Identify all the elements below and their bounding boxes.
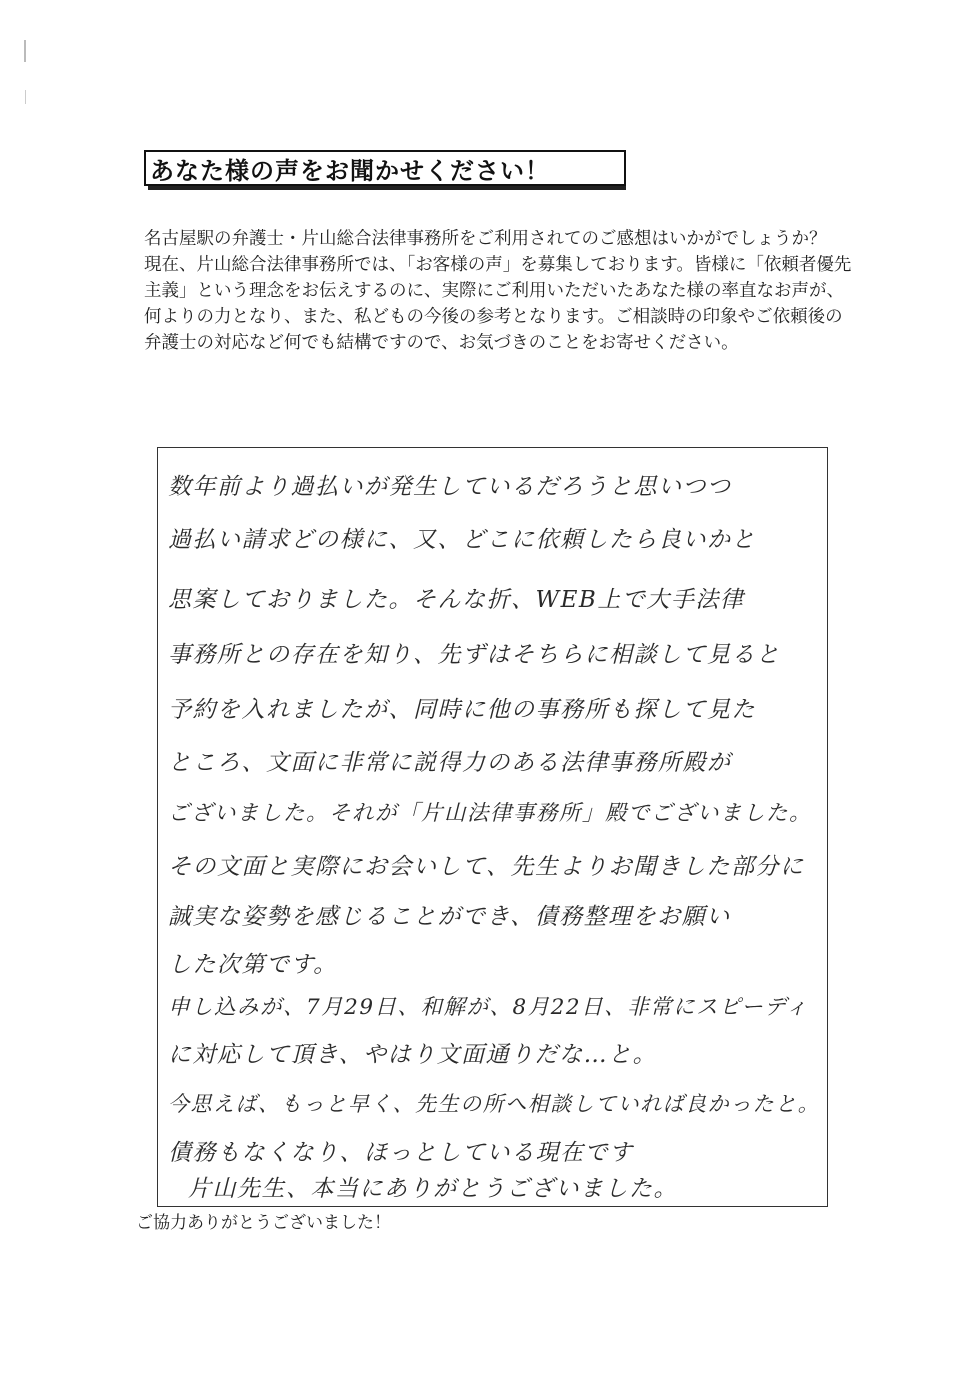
title-banner xyxy=(144,150,624,188)
title-box xyxy=(144,150,626,186)
handwritten-line: 債務もなくなり、ほっとしている現在です xyxy=(168,1140,634,1166)
handwritten-line: に対応して頂き、やはり文面通りだな…と。 xyxy=(168,1042,658,1068)
handwritten-line: 予約を入れましたが、同時に他の事務所も探して見た xyxy=(168,697,756,723)
handwritten-line: 片山先生、本当にありがとうございました。 xyxy=(188,1176,678,1202)
handwritten-line: ございました。それが「片山法律事務所」殿でございました。 xyxy=(168,801,813,826)
handwritten-line: 数年前より過払いが発生しているだろうと思いつつ xyxy=(168,474,732,500)
intro-paragraph: 現在、片山総合法律事務所では、「お客様の声」を募集しております。皆様に「依頼者優先主義」という理念をお伝えするのに、実際にご利用いただいたあなた様の率直なお声が、何よりの力となり、また、私どもの今後の参考となります。ご相談時の印象やご依頼後の弁護士の対応など何でも結構ですので、お気づきのことをお寄せください。 xyxy=(144,255,852,353)
intro-paragraph: 名古屋駅の弁護士・片山総合法律事務所をご利用されてのご感想はいかがでしょうか？ xyxy=(144,229,827,249)
thank-you-note: ご協力ありがとうございました！ xyxy=(136,1213,391,1233)
handwritten-line: 申し込みが、7月29日、和解が、8月22日、非常にスピーディ xyxy=(168,995,809,1020)
handwritten-line: その文面と実際にお会いして、先生よりお聞きした部分に xyxy=(168,854,805,880)
page-title: あなた様の声をお聞かせください！ xyxy=(150,156,550,185)
handwritten-line: ところ、文面に非常に説得力のある法律事務所殿が xyxy=(168,750,732,776)
handwritten-line: 今思えば、もっと早く、先生の所へ相談していれば良かったと。 xyxy=(168,1092,821,1116)
handwritten-line: した次第です。 xyxy=(168,952,338,978)
handwritten-line: 思案しておりました。そんな折、WEB上で大手法律 xyxy=(168,587,745,613)
handwritten-line: 誠実な姿勢を感じることができ、債務整理をお願い xyxy=(168,904,731,930)
intro-text xyxy=(144,226,854,356)
handwritten-line: 過払い請求どの様に、又、どこに依頼したら良いかと xyxy=(168,527,756,553)
scan-edge-mark xyxy=(25,90,26,104)
handwritten-line: 事務所との存在を知り、先ずはそちらに相談して見ると xyxy=(168,642,781,668)
handwritten-testimonial-box xyxy=(157,447,828,1207)
scan-edge-mark xyxy=(24,40,26,62)
